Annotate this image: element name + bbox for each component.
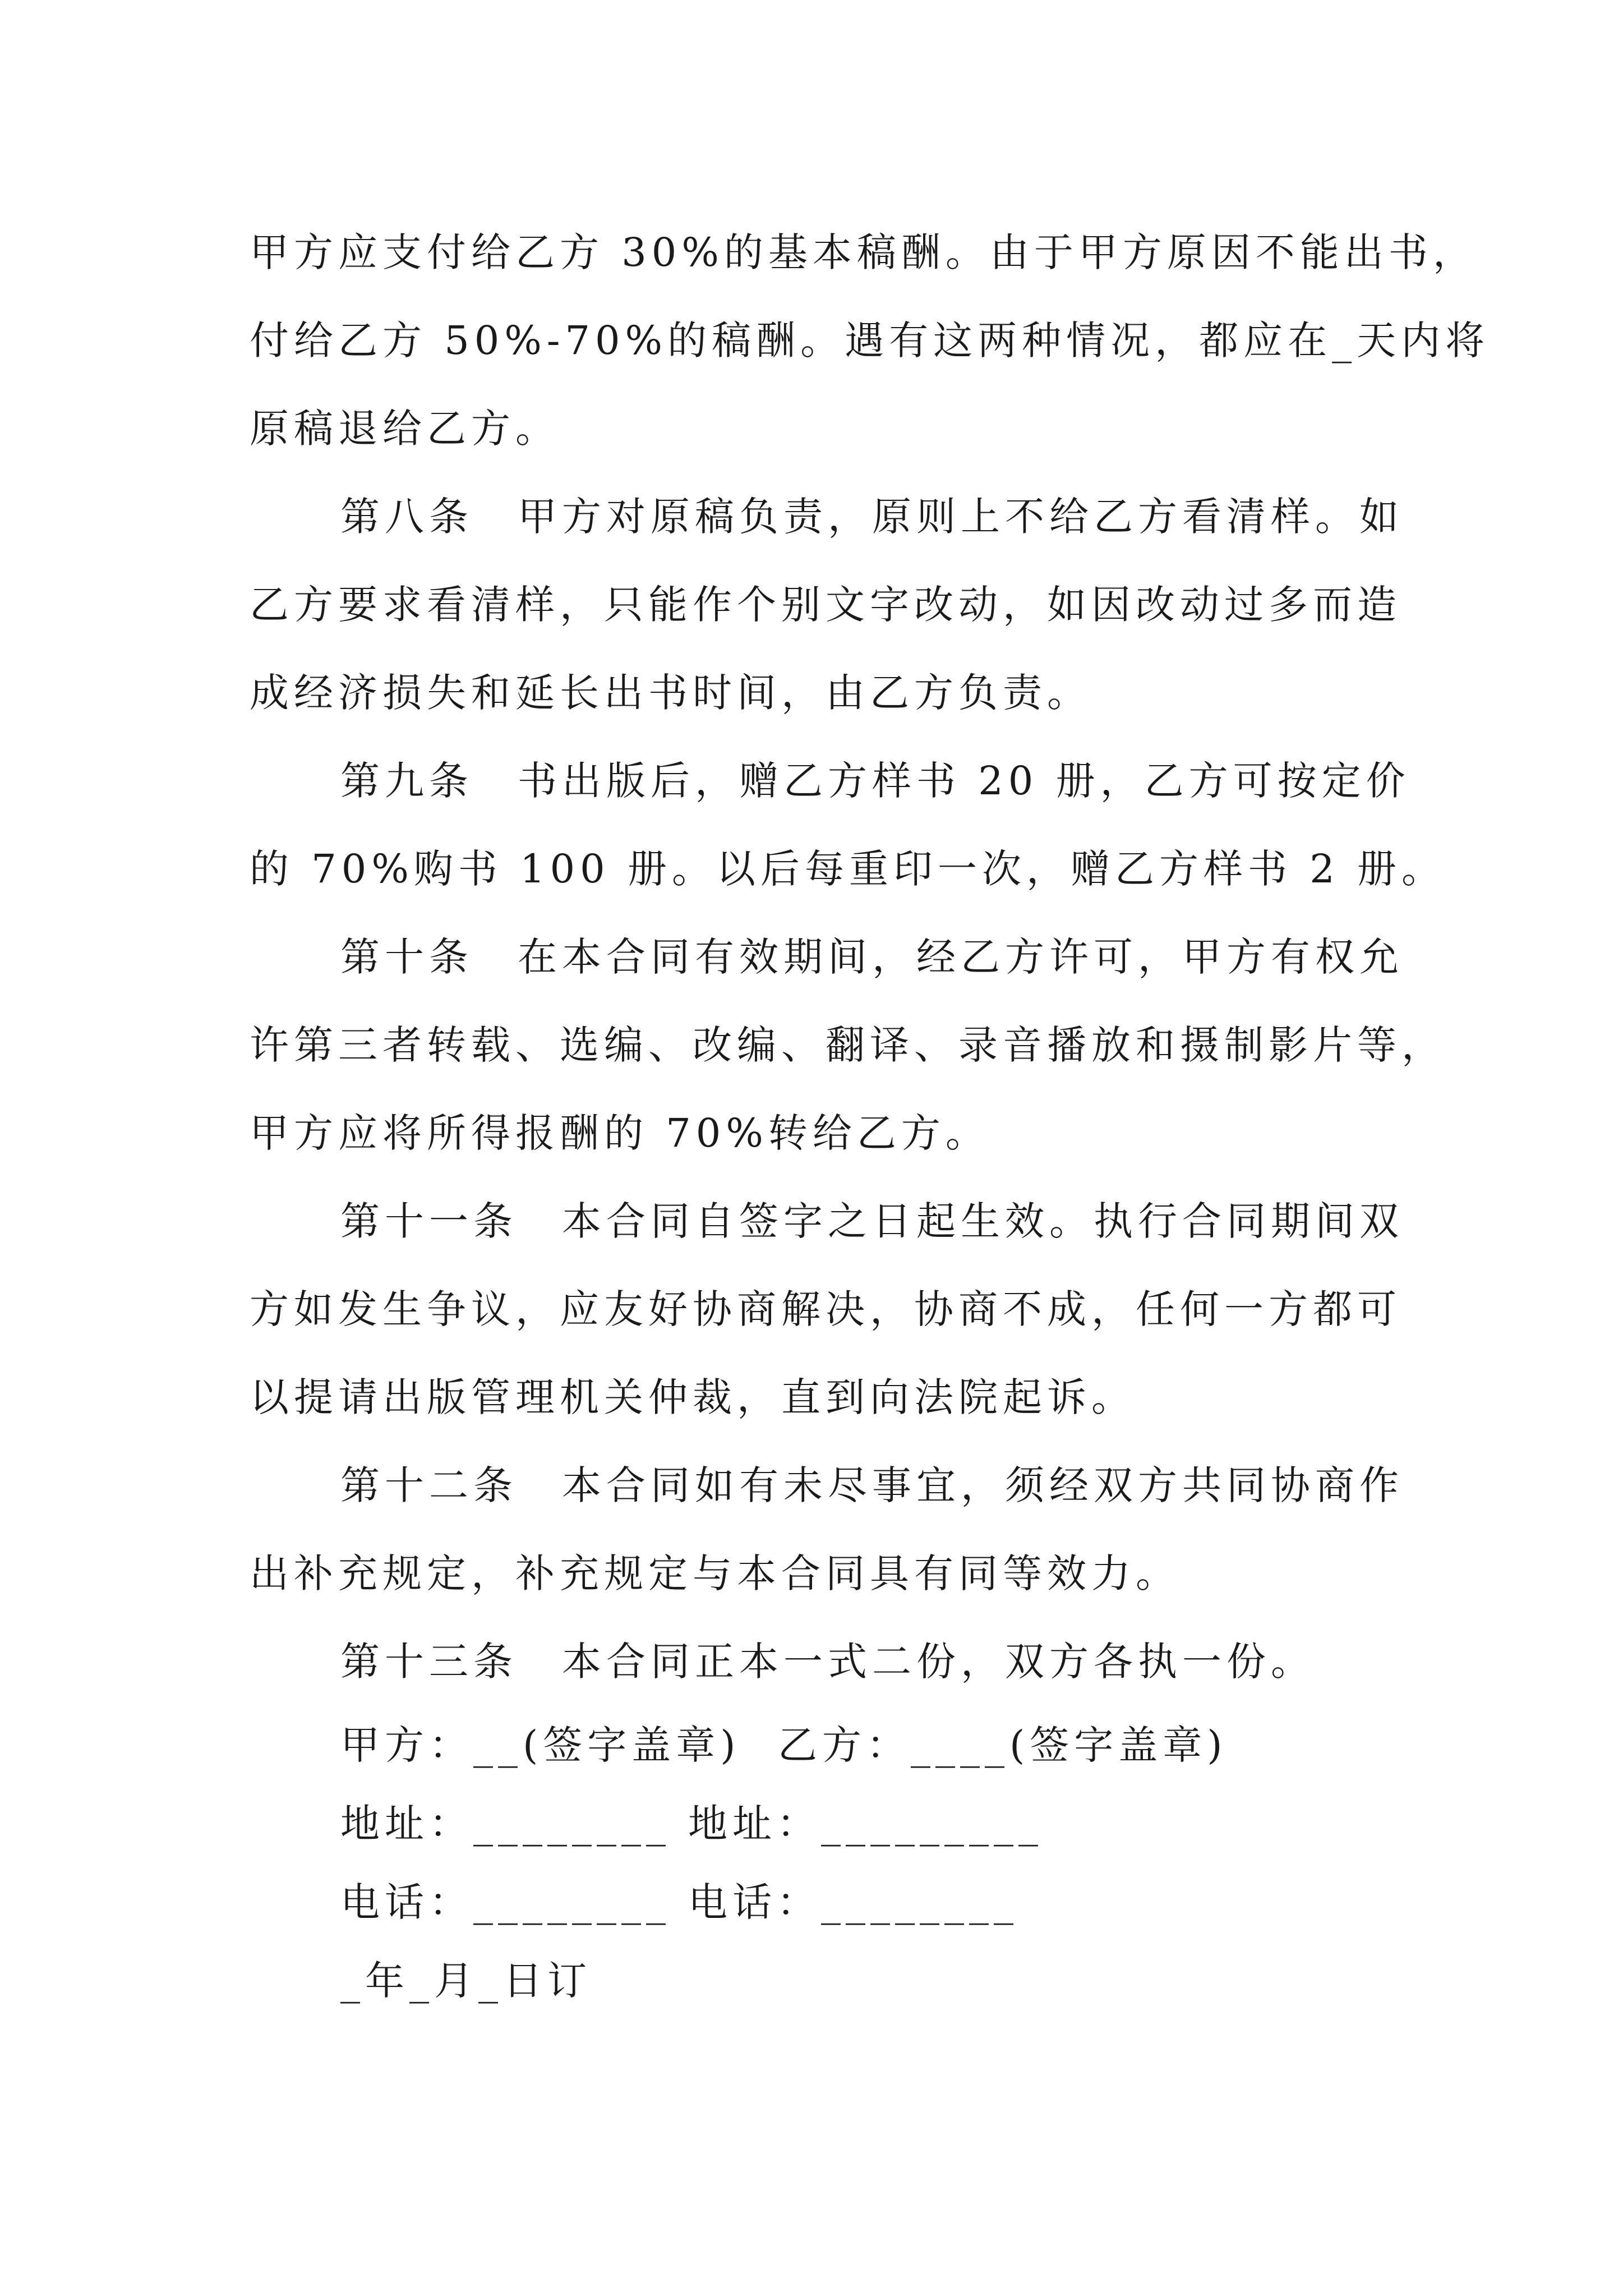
party-a-phone: 电话：________ [340,1879,671,1925]
article-8-line: 第八条 甲方对原稿负责，原则上不给乙方看清样。如 [340,494,1404,540]
article-8-line: 乙方要求看清样，只能作个别文字改动，如因改动过多而造 [250,582,1401,628]
article-10-line: 甲方应将所得报酬的 70%转给乙方。 [250,1110,990,1156]
article-9-line: 的 70%购书 100 册。以后每重印一次，赠乙方样书 2 册。 [250,846,1446,892]
contract-body [250,209,1490,2020]
article-12-line: 出补充规定，补充规定与本合同具有同等效力。 [250,1550,1180,1596]
signature-party-row [250,1706,1394,1784]
signing-date: _年_月_日订 [340,1958,592,2004]
paragraph-line: 原稿退给乙方。 [250,406,560,452]
party-b-phone: 电话：________ [688,1879,1018,1925]
article-11-line: 方如发生争议，应友好协商解决，协商不成，任何一方都可 [250,1286,1401,1332]
article-11-line: 以提请出版管理机关仲裁，直到向法院起诉。 [250,1374,1136,1420]
article-13-line: 第十三条 本合同正本一式二份，双方各执一份。 [340,1639,1315,1685]
party-a-signature: 甲方：__(签字盖章) [340,1722,741,1768]
article-9-line: 第九条 书出版后，赠乙方样书 20 册，乙方可按定价 [340,758,1410,804]
signature-phone-row [250,1863,1394,1941]
article-10-line: 许第三者转载、选编、改编、翻译、录音播放和摄制影片等， [250,1022,1446,1068]
party-b-address: 地址：_________ [688,1801,1043,1847]
paragraph-line: 付给乙方 50%-70%的稿酬。遇有这两种情况，都应在_天内将 [250,318,1490,364]
paragraph-line: 甲方应支付给乙方 30%的基本稿酬。由于甲方原因不能出书， [250,229,1477,275]
signature-address-row [250,1784,1394,1863]
article-8-line: 成经济损失和延长出书时间，由乙方负责。 [250,670,1091,716]
article-10-line: 第十条 在本合同有效期间，经乙方许可，甲方有权允 [340,934,1404,980]
party-b-signature: 乙方：____(签字盖章) [778,1722,1228,1768]
article-11-line: 第十一条 本合同自签字之日起生效。执行合同期间双 [340,1198,1404,1244]
article-12-line: 第十二条 本合同如有未尽事宜，须经双方共同协商作 [340,1462,1404,1508]
party-a-address: 地址：________ [340,1801,671,1847]
